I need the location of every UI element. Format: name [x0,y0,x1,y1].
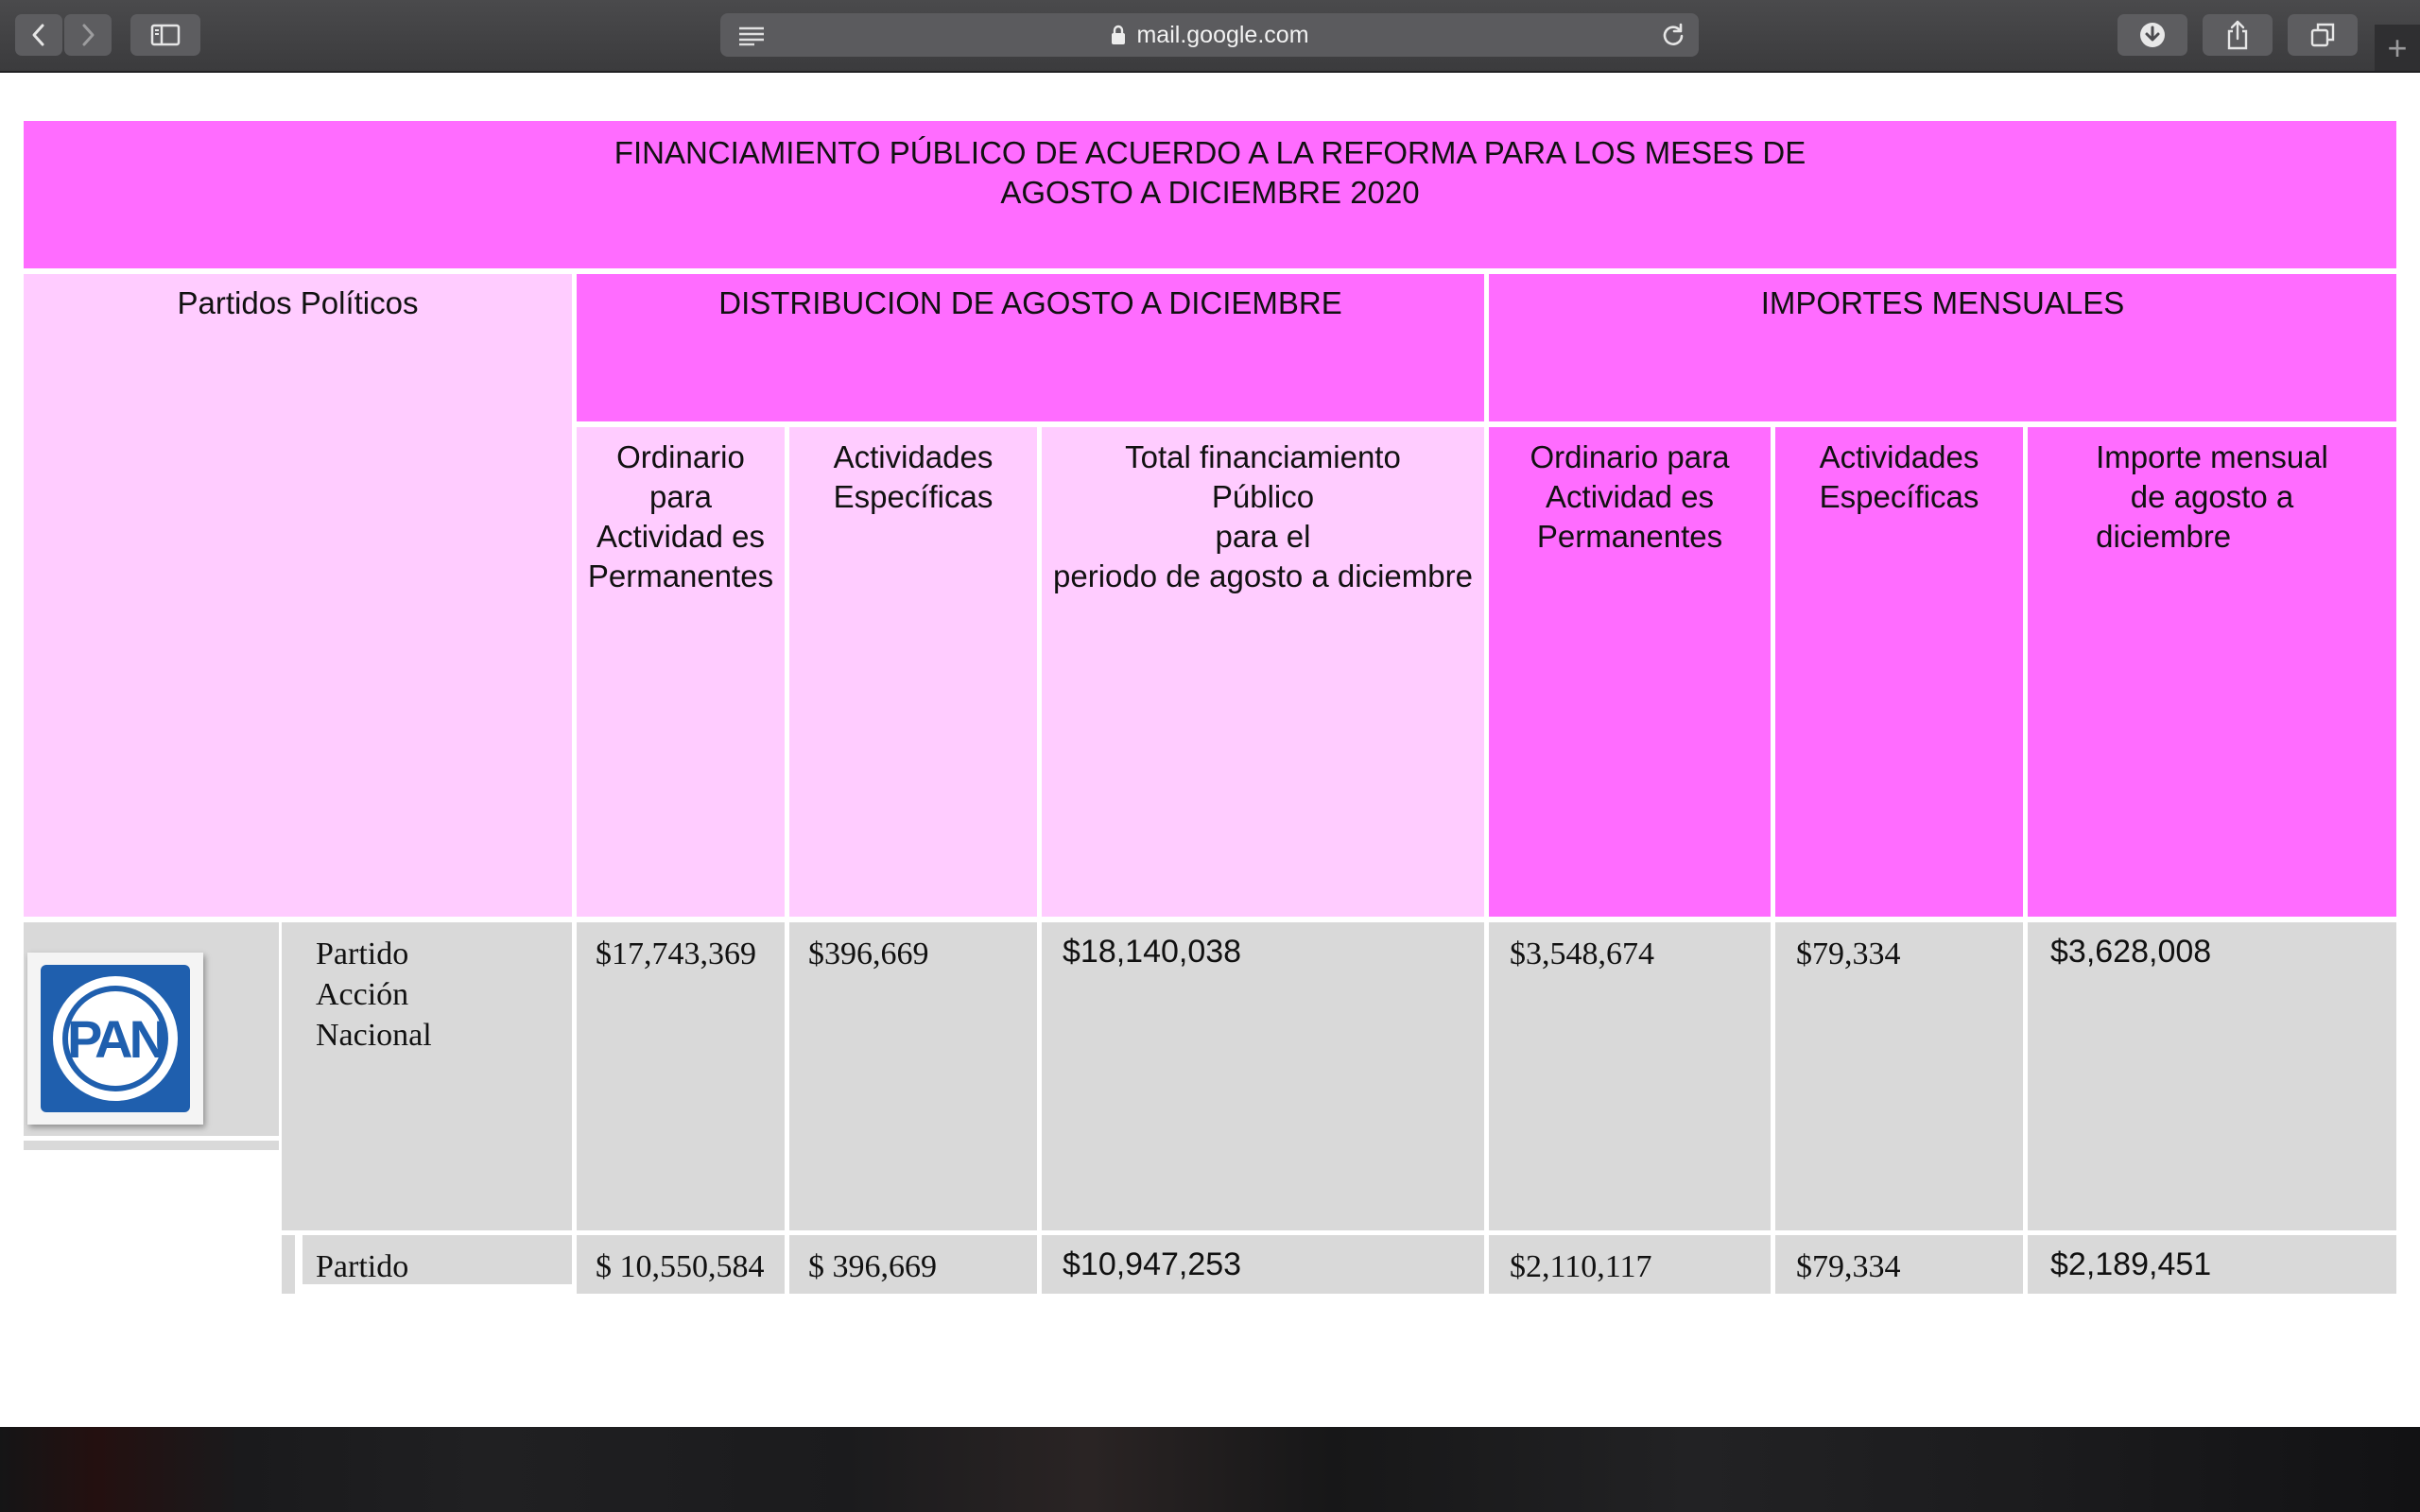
header-importes-mensuales [1489,274,2396,421]
party-name-line: Nacional [316,1018,432,1053]
share-icon [2225,20,2250,50]
header-text: periodo de agosto a diciembre [1053,558,1473,593]
back-icon [29,22,48,48]
party-name-line: Partido [316,936,409,971]
header-partidos [24,274,572,917]
header-actividades-dist [789,427,1037,917]
cell-importe-mensual-row2: $2,189,451 [2028,1235,2396,1294]
logo-cell-bottom-bar [24,1141,279,1150]
cell-actividades-row2: $ 396,669 [789,1235,1037,1294]
url-display[interactable] [720,13,1699,57]
pan-logo-text: PAN [66,1008,164,1069]
tabs-icon [2309,22,2336,48]
reload-icon[interactable] [1661,23,1685,47]
new-tab-button[interactable] [2375,25,2420,71]
header-text: Actividad es [1546,479,1714,514]
address-bar[interactable] [720,13,1699,57]
sidebar-button[interactable] [130,14,200,56]
cell-ordinario-mensual-pan: $3,548,674 [1489,922,1771,1230]
sidebar-icon [150,24,181,46]
header-text: Específicas [833,479,994,514]
download-icon [2138,21,2167,49]
cell-actividades-mensual-row2: $79,334 [1775,1235,2023,1294]
header-importe-mensual [2028,427,2396,917]
table-title [24,121,2396,268]
header-text: para el [1215,519,1311,554]
header-text: Actividad es [596,519,765,554]
header-total-financiamiento [1042,427,1484,917]
cell-ordinario-row2: $ 10,550,584 [577,1235,785,1294]
new-tab-icon: + [2387,27,2408,67]
lock-icon [1110,25,1127,45]
header-actividades-mensual [1775,427,2023,917]
header-text: Actividades [833,439,994,474]
cell-actividades-mensual-pan: $79,334 [1775,922,2023,1230]
table-title-line1: FINANCIAMIENTO PÚBLICO DE ACUERDO A LA REFORMA PARA LOS MESES DE [614,135,1806,170]
cell-importe-mensual-pan: $3,628,008 [2028,922,2396,1230]
header-text: Actividades [1819,439,1979,474]
cell-ordinario-pan: $17,743,369 [577,922,785,1230]
header-text: de agosto a [2130,479,2294,514]
cell-actividades-pan: $396,669 [789,922,1037,1230]
header-ordinario-mensual [1489,427,1771,917]
party-name-line: Acción [316,977,409,1012]
header-text: Ordinario [616,439,745,474]
header-text: Total financiamiento [1125,439,1401,474]
header-text: Importe mensual [2096,439,2328,474]
header-text: Permanentes [587,558,774,593]
row2-left-edge [282,1235,295,1294]
header-text: Público [1211,479,1315,514]
header-ordinario-dist [577,427,785,917]
cell-total-pan: $18,140,038 [1042,922,1484,1230]
header-distribucion [577,274,1484,421]
header-importes-label: IMPORTES MENSUALES [1760,285,2125,320]
pan-logo [27,953,203,1125]
header-partidos-label: Partidos Políticos [177,285,419,320]
back-button[interactable] [15,14,62,56]
header-text: Ordinario para [1530,439,1730,474]
forward-icon [78,22,97,48]
party-name-pan [282,922,572,1230]
header-distribucion-label: DISTRIBUCION DE AGOSTO A DICIEMBRE [718,285,1342,320]
header-text: diciembre [2096,519,2232,554]
party-name-line: Partido [316,1249,409,1284]
cell-ordinario-mensual-row2: $2,110,117 [1489,1235,1771,1294]
bottom-video-strip [0,1427,2420,1512]
header-text: Permanentes [1536,519,1723,554]
party-name-row2 [302,1235,572,1284]
header-text: para [648,479,713,514]
table-row-pan-logo-cell [24,922,279,1136]
browser-toolbar [0,0,2420,73]
header-text: Específicas [1819,479,1979,514]
table-title-line2: AGOSTO A DICIEMBRE 2020 [1000,175,1420,210]
url-text: mail.google.com [1136,21,1309,48]
share-button[interactable] [2203,14,2273,56]
downloads-button[interactable] [2118,14,2187,56]
forward-button[interactable] [64,14,112,56]
cell-total-row2: $10,947,253 [1042,1235,1484,1294]
tab-overview-button[interactable] [2288,14,2358,56]
